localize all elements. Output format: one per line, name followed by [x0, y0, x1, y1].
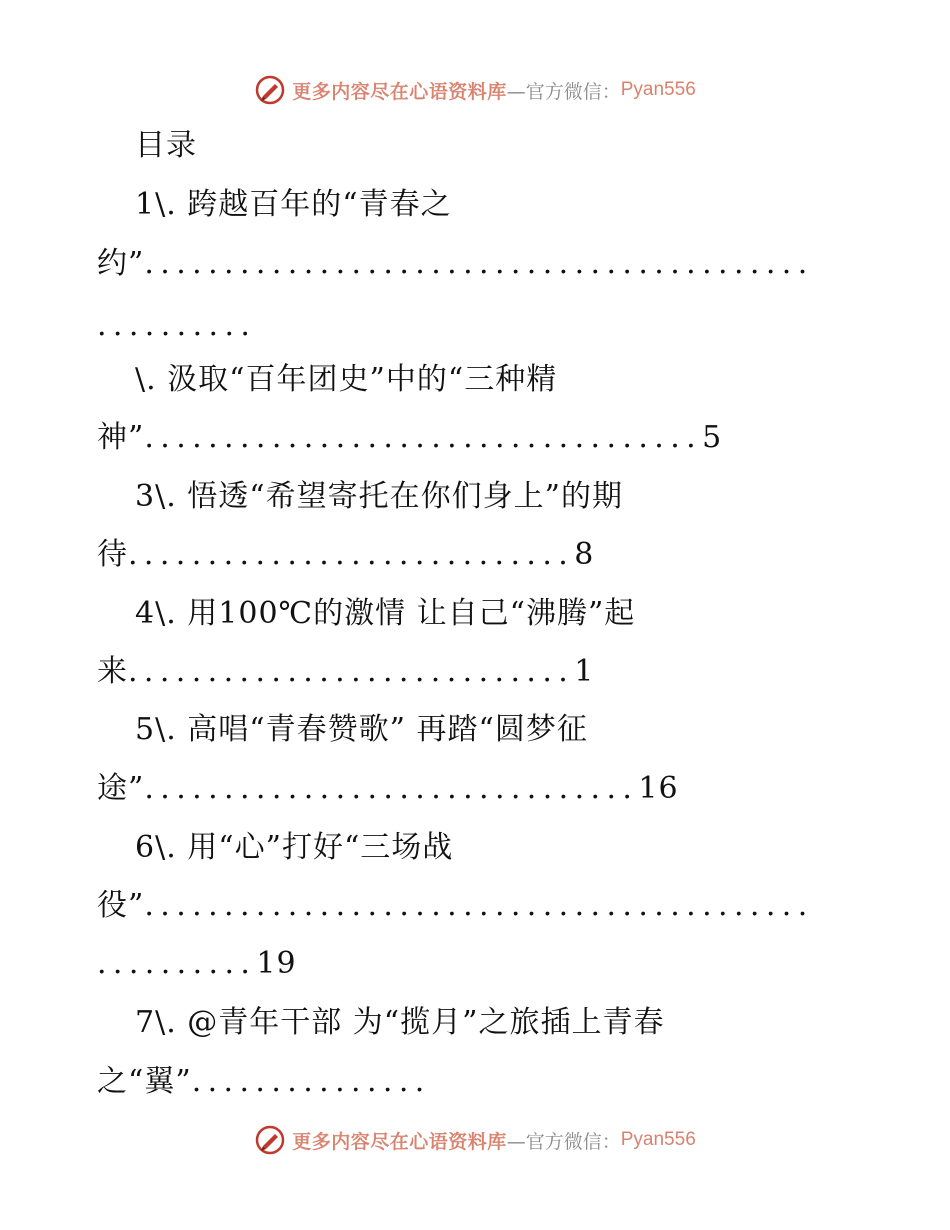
- toc-entry-5-title: 5\. 高唱“青春赞歌” 再踏“圆梦征: [135, 712, 588, 747]
- toc-entry-2-title: \. 汲取“百年团史”中的“三种精: [135, 362, 558, 397]
- banner-wechat-id: Pyan556: [620, 79, 696, 100]
- toc-entry-3-page: 8: [574, 537, 595, 572]
- toc-entry-7-leader: 之“翼”...............: [97, 1064, 431, 1099]
- toc-heading: 目录: [135, 128, 197, 163]
- footer-watermark: [0, 1120, 950, 1160]
- banner-separator: —官方微信：: [506, 1130, 621, 1153]
- toc-entry-6-page: 19: [256, 946, 297, 981]
- toc-entry-4-page: 1: [574, 654, 595, 689]
- toc-entry-6-leader-cont: ..........19: [97, 946, 297, 981]
- toc-entry-1-leader-cont: ..........: [97, 308, 257, 343]
- pen-logo-icon: [254, 74, 286, 106]
- header-watermark: [0, 70, 950, 110]
- toc-entry-3-leader: 待............................8: [97, 537, 595, 572]
- toc-entry-4-title: 4\. 用100℃的激情 让自己“沸腾”起: [135, 596, 636, 631]
- banner-title: 更多内容尽在心语资料库: [292, 1130, 507, 1153]
- toc-entry-2-leader: 神”...................................5: [97, 420, 723, 455]
- toc-entry-5-leader: 途”...............................16: [97, 771, 679, 806]
- toc-entry-3-title: 3\. 悟透“希望寄托在你们身上”的期: [135, 479, 623, 514]
- toc-entry-6-leader: 役”..........................................: [97, 888, 814, 923]
- toc-entry-1-title: 1\. 跨越百年的“青春之: [135, 187, 452, 222]
- pen-logo-icon: [254, 1124, 286, 1156]
- toc-entry-6-title: 6\. 用“心”打好“三场战: [135, 830, 454, 865]
- banner-title: 更多内容尽在心语资料库: [292, 80, 507, 103]
- banner-separator: —官方微信：: [506, 80, 621, 103]
- toc-entry-4-leader: 来............................1: [97, 654, 595, 689]
- toc-entry-7-title: 7\. @青年干部 为“揽月”之旅插上青春: [135, 1005, 665, 1040]
- toc-entry-1-leader: 约”..........................................: [97, 246, 814, 281]
- toc-entry-2-page: 5: [702, 420, 723, 455]
- banner-wechat-id: Pyan556: [620, 1129, 696, 1150]
- toc-entry-5-page: 16: [638, 771, 679, 806]
